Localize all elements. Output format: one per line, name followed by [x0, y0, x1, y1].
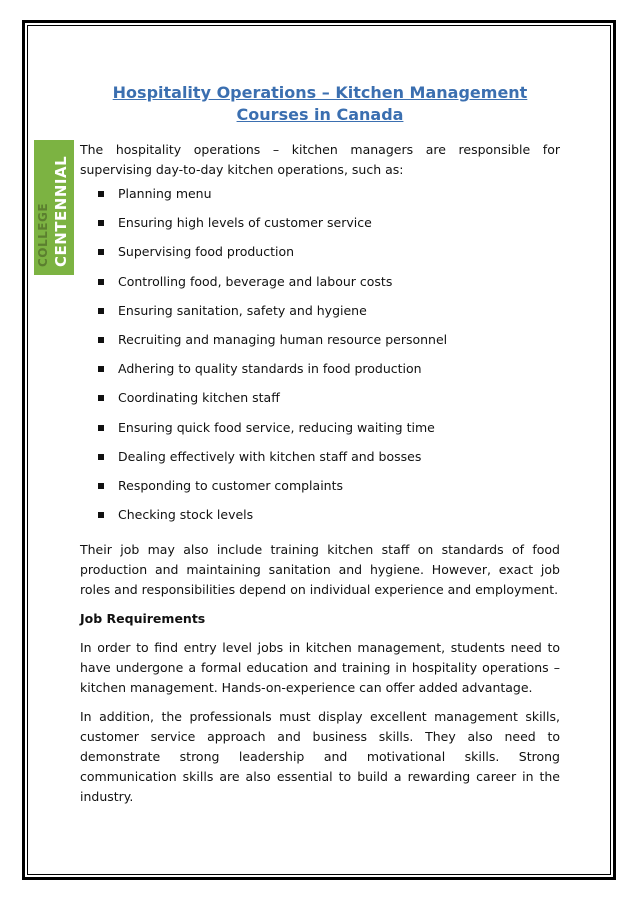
logo-text: [34, 140, 74, 275]
bullet-square-icon: [98, 249, 104, 255]
title-line-2: Courses in Canada: [236, 105, 404, 124]
bullet-square-icon: [98, 279, 104, 285]
logo-college-text: COLLEGE: [36, 202, 50, 267]
list-item: Responding to customer complaints: [96, 476, 560, 505]
list-item: Coordinating kitchen staff: [96, 388, 560, 417]
bullet-square-icon: [98, 425, 104, 431]
skills-paragraph: In addition, the professionals must display excellent management skills, customer service approach and business skills. They also need to demonstrate strong leadership and motivational skills. Strong communication skills are also essential to build a rewarding career in the industry.: [80, 709, 560, 805]
document-body: [80, 140, 560, 807]
college-logo: [34, 140, 74, 275]
bullet-square-icon: [98, 395, 104, 401]
bullet-square-icon: [98, 220, 104, 226]
bullet-square-icon: [98, 191, 104, 197]
list-item: Controlling food, beverage and labour costs: [96, 272, 560, 301]
logo-centennial-text: CENTENNIAL: [52, 155, 70, 267]
job-requirements-heading: Job Requirements: [80, 611, 206, 627]
list-item: Checking stock levels: [96, 505, 560, 534]
document-title: [80, 82, 560, 126]
list-item: Dealing effectively with kitchen staff and bosses: [96, 447, 560, 476]
responsibilities-list: [80, 184, 560, 534]
bullet-square-icon: [98, 308, 104, 314]
bullet-square-icon: [98, 483, 104, 489]
requirements-paragraph: In order to find entry level jobs in kitchen management, students need to have undergone a formal education and training in hospitality operations – kitchen management. Hands-on-experience can offer added advantage.: [80, 640, 560, 696]
title-line-1: Hospitality Operations – Kitchen Management: [112, 83, 528, 102]
list-item: Planning menu: [96, 184, 560, 213]
list-item: Supervising food production: [96, 242, 560, 271]
intro-paragraph: The hospitality operations – kitchen managers are responsible for supervising day-to-day kitchen operations, such as:: [80, 142, 560, 177]
list-item: Ensuring sanitation, safety and hygiene: [96, 301, 560, 330]
bullet-square-icon: [98, 454, 104, 460]
list-item: Recruiting and managing human resource personnel: [96, 330, 560, 359]
list-item: Ensuring quick food service, reducing waiting time: [96, 418, 560, 447]
list-item: Adhering to quality standards in food production: [96, 359, 560, 388]
bullet-square-icon: [98, 337, 104, 343]
bullet-square-icon: [98, 366, 104, 372]
list-item: Ensuring high levels of customer service: [96, 213, 560, 242]
roles-paragraph: Their job may also include training kitchen staff on standards of food production and maintaining sanitation and hygiene. However, exact job roles and responsibilities depend on individual experience and employment.: [80, 542, 560, 598]
bullet-square-icon: [98, 512, 104, 518]
